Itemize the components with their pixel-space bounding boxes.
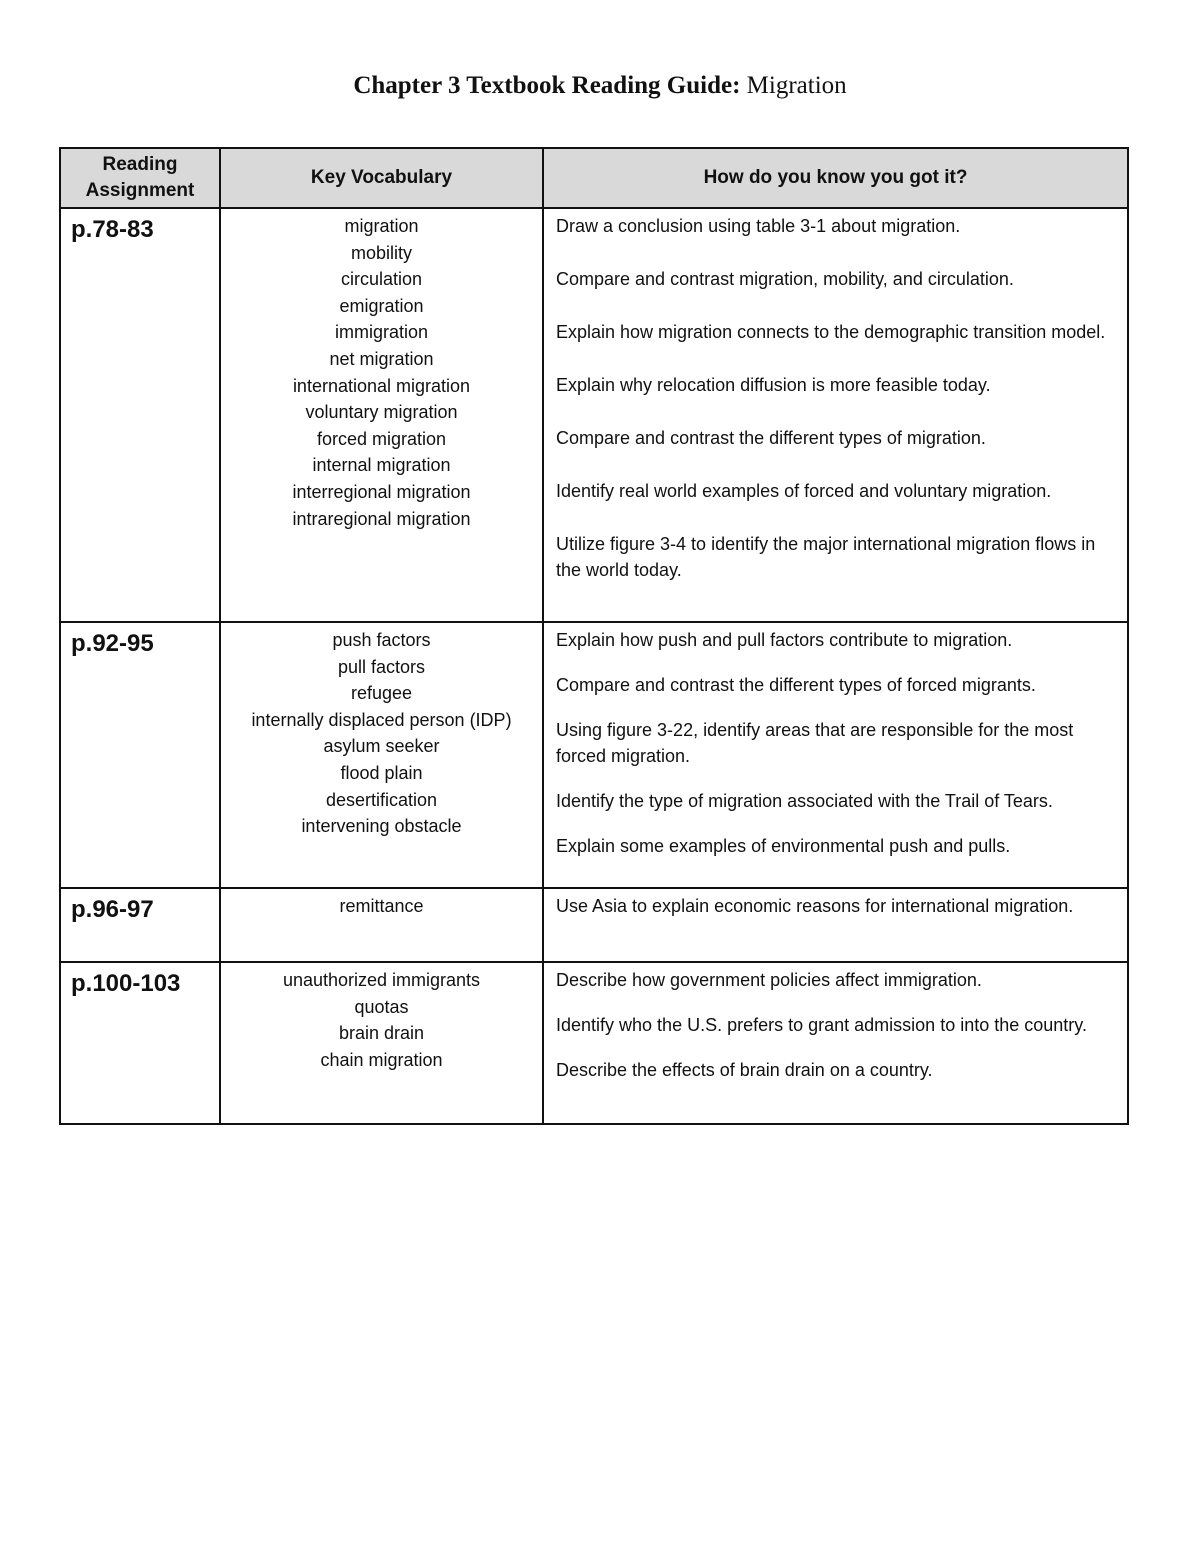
- page-range: p.92-95: [71, 630, 154, 657]
- task-item: Using figure 3-22, identify areas that are responsible for the most forced migration.: [556, 720, 1074, 766]
- task-item: Compare and contrast the different types of migration.: [556, 428, 986, 448]
- table-row: [60, 962, 1128, 1124]
- vocab-term: internally displaced person (IDP): [251, 709, 512, 730]
- vocab-term: circulation: [340, 269, 423, 290]
- vocab-term: asylum seeker: [323, 736, 440, 757]
- header-reading-assignment: [60, 148, 220, 208]
- vocab-term: brain drain: [338, 1023, 425, 1044]
- vocab-term: intervening obstacle: [301, 816, 462, 837]
- task-item: Utilize figure 3-4 to identify the major international migration flows in the world today.: [556, 534, 1096, 580]
- vocab-cell: [220, 888, 543, 962]
- task-list: [544, 623, 1127, 867]
- vocab-term: emigration: [339, 295, 424, 316]
- header-how-do-you-know: How do you know you got it?: [543, 148, 1128, 208]
- vocab-term: refugee: [350, 683, 413, 704]
- vocab-term: desertification: [325, 789, 438, 810]
- tasks-cell: [543, 888, 1128, 962]
- vocab-term: forced migration: [316, 428, 447, 449]
- reading-cell: [60, 888, 220, 962]
- task-item: Explain why relocation diffusion is more feasible today.: [556, 375, 991, 395]
- task-item: Explain some examples of environmental push and pulls.: [556, 836, 1011, 856]
- page-range: p.100-103: [71, 970, 181, 997]
- vocab-cell: [220, 622, 543, 888]
- table-row: [60, 622, 1128, 888]
- vocab-term: flood plain: [340, 762, 423, 783]
- tasks-cell: [543, 622, 1128, 888]
- vocab-list: [221, 209, 542, 532]
- vocab-list: [221, 963, 542, 1073]
- header-reading-text: Reading Assignment: [85, 154, 195, 201]
- vocab-term: immigration: [334, 322, 429, 343]
- vocab-term: intraregional migration: [292, 508, 471, 529]
- header-key-vocabulary: Key Vocabulary: [220, 148, 543, 208]
- vocab-term: net migration: [329, 348, 434, 369]
- reading-cell: [60, 622, 220, 888]
- task-list: [544, 889, 1127, 927]
- task-item: Use Asia to explain economic reasons for international migration.: [556, 896, 1074, 916]
- table-row: [60, 888, 1128, 962]
- reading-guide-table: [59, 147, 1129, 1125]
- vocab-list: [221, 889, 542, 920]
- vocab-cell: [220, 208, 543, 622]
- reading-cell: [60, 962, 220, 1124]
- task-item: Identify who the U.S. prefers to grant admission to into the country.: [556, 1015, 1087, 1035]
- task-list: [544, 963, 1127, 1091]
- task-item: Identify the type of migration associated with the Trail of Tears.: [556, 791, 1053, 811]
- vocab-term: chain migration: [320, 1049, 443, 1070]
- vocab-term: quotas: [354, 996, 409, 1017]
- tasks-cell: [543, 208, 1128, 622]
- tasks-cell: [543, 962, 1128, 1124]
- vocab-term: international migration: [292, 375, 471, 396]
- task-item: Identify real world examples of forced and voluntary migration.: [556, 481, 1052, 501]
- page-range: p.96-97: [71, 896, 154, 923]
- vocab-term: mobility: [350, 242, 412, 263]
- vocab-cell: [220, 962, 543, 1124]
- vocab-term: unauthorized immigrants: [282, 970, 481, 990]
- table-header-row: [60, 148, 1128, 208]
- vocab-term: push factors: [332, 630, 431, 650]
- vocab-term: voluntary migration: [305, 402, 458, 423]
- page-range: p.78-83: [71, 216, 154, 243]
- task-item: Compare and contrast the different types of forced migrants.: [556, 675, 1036, 695]
- task-item: Compare and contrast migration, mobility, and circulation.: [556, 269, 1014, 289]
- task-item: Explain how push and pull factors contribute to migration.: [556, 630, 1013, 650]
- task-list: [544, 209, 1127, 591]
- task-item: Describe how government policies affect immigration.: [556, 970, 982, 990]
- reading-cell: [60, 208, 220, 622]
- vocab-term: migration: [344, 216, 419, 236]
- vocab-term: remittance: [339, 896, 424, 916]
- vocab-term: interregional migration: [292, 481, 471, 502]
- vocab-term: internal migration: [312, 455, 451, 476]
- task-item: Describe the effects of brain drain on a country.: [556, 1060, 933, 1080]
- table-row: [60, 208, 1128, 622]
- page-title: [0, 72, 1200, 100]
- vocab-term: pull factors: [337, 656, 426, 677]
- vocab-list: [221, 623, 542, 840]
- task-item: Draw a conclusion using table 3-1 about migration.: [556, 216, 961, 236]
- task-item: Explain how migration connects to the demographic transition model.: [556, 322, 1106, 342]
- title-normal: Migration: [740, 72, 847, 99]
- title-bold: Chapter 3 Textbook Reading Guide:: [353, 72, 741, 99]
